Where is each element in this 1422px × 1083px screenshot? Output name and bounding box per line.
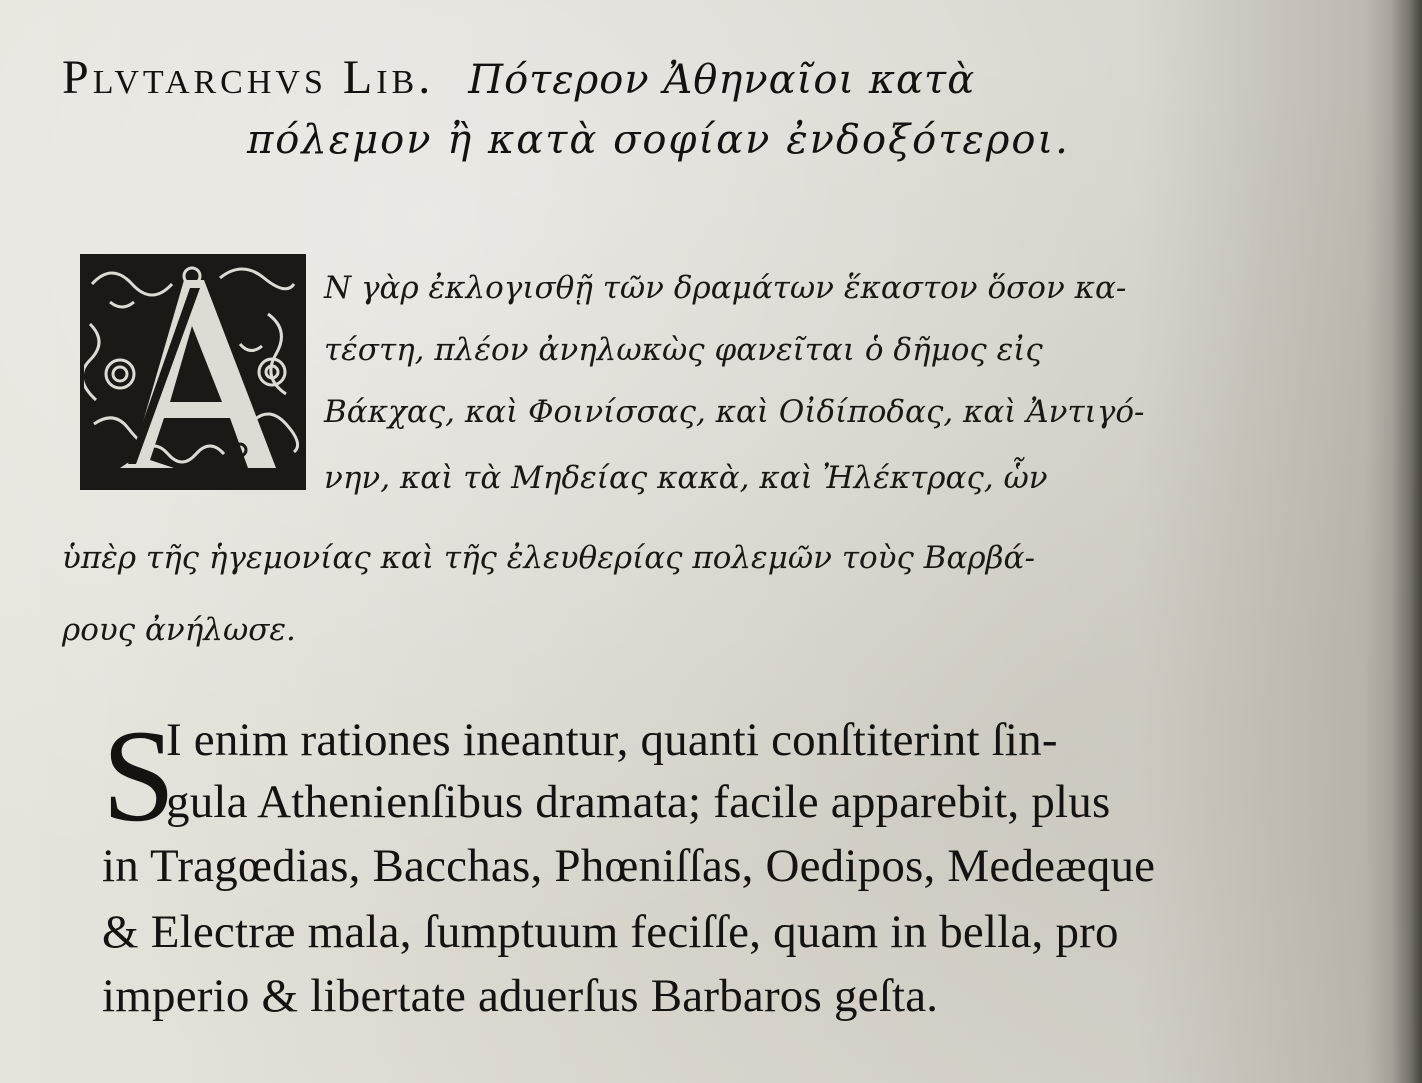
running-head-greek-title: Πότερον Ἀθηναῖοι κατὰ [468, 57, 976, 103]
running-head-greek-subtitle: πόλεμον ἢ κατὰ σοφίαν ἐνδοξότεροι. [247, 117, 1070, 163]
latin-line: imperio & libertate aduerſus Barbaros geſta. [102, 970, 939, 1022]
latin-line: gula Athenienſibus dramata; facile apparebit, plus [166, 776, 1111, 828]
latin-line: I enim rationes ineantur, quanti conſtiterint ſin- [166, 714, 1058, 766]
greek-line: νην, καὶ τὰ Μηδείας κακὰ, καὶ Ἠλέκτρας, ὧν [324, 460, 1048, 496]
drop-cap-s: S [102, 702, 176, 849]
greek-line: τέστη, πλέον ἀνηλωκὼς φανεῖται ὁ δῆμος εἰς [324, 332, 1043, 368]
ornamental-letter-a-icon [80, 254, 306, 490]
greek-line: Βάκχας, καὶ Φοινίσσας, καὶ Οἰδίποδας, καὶ Ἀντιγό- [324, 394, 1145, 430]
latin-line: & Electræ mala, ſumptuum feciſſe, quam in bella, pro [102, 906, 1119, 958]
running-head-latin-title: Plvtarchvs Lib. [62, 51, 435, 104]
greek-line: ὑπὲρ τῆς ἡγεμονίας καὶ τῆς ἐλευθερίας πολεμῶν τοὺς Βαρβά- [62, 540, 1035, 576]
spine-shadow [1392, 0, 1422, 1083]
greek-line: ρους ἀνήλωσε. [62, 612, 296, 648]
decorated-initial [80, 254, 306, 490]
running-head [62, 48, 1342, 170]
latin-line: in Tragœdias, Bacchas, Phœniſſas, Oedipos, Medeæque [102, 840, 1156, 892]
greek-line: Ν γὰρ ἐκλογισθῇ τῶν δραμάτων ἕκαστον ὅσον κα- [324, 270, 1127, 306]
